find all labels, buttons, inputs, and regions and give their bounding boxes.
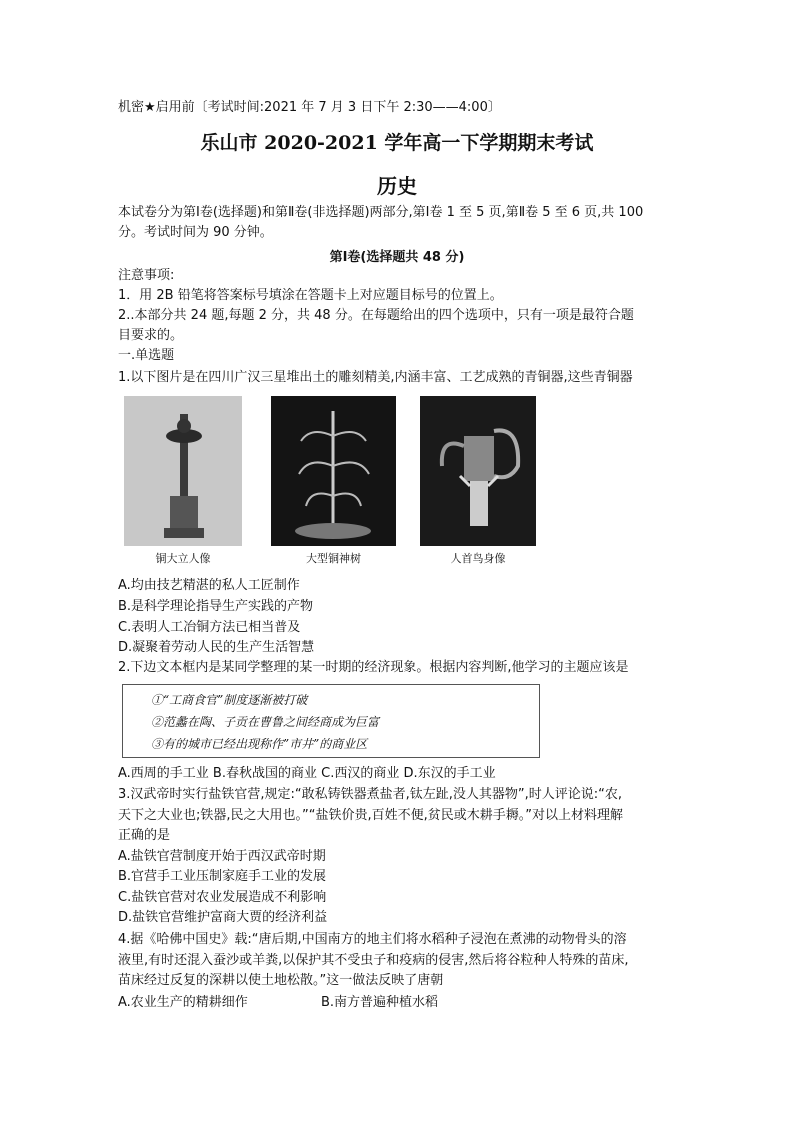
box-item-2: ②范蠡在陶、子贡在曹鲁之间经商成为巨富 xyxy=(151,715,380,729)
q3-stem-2: 天下之大业也;铁器,民之大用也。”“盐铁价贵,百姓不便,贫民或木耕手耨。”对以上材料理解 xyxy=(118,808,623,823)
q3-stem-3: 正确的是 xyxy=(118,828,171,843)
bronze-bird-figure-image xyxy=(420,396,536,546)
note-1: 1．用 2B 铅笔将答案标号填涂在答题卡上对应题目标号的位置上。 xyxy=(118,288,503,303)
q4-option-a: A.农业生产的精耕细作 xyxy=(118,995,248,1010)
q3-option-d: D.盐铁官营维护富商大贾的经济利益 xyxy=(118,910,328,925)
q1-option-a: A.均由技艺精湛的私人工匠制作 xyxy=(118,578,300,593)
q3-option-a: A.盐铁官营制度开始于西汉武帝时期 xyxy=(118,849,326,864)
box-item-1: ①“工商食官”制度逐渐被打破 xyxy=(151,693,308,707)
q4-stem-3: 苗床经过反复的深耕以使土地松散。”这一做法反映了唐朝 xyxy=(118,973,444,988)
subject-title: 历史 xyxy=(377,174,417,198)
box-item-3: ③有的城市已经出现称作”市井”的商业区 xyxy=(151,737,368,751)
q2-text-box xyxy=(122,684,540,758)
intro-line-2: 分。考试时间为 90 分钟。 xyxy=(118,225,273,240)
q3-stem-1: 3.汉武帝时实行盐铁官营,规定:“敢私铸铁器煮盐者,钛左趾,没人其器物”,时人评论说:“农, xyxy=(118,787,623,802)
q3-option-c: C.盐铁官营对农业发展造成不利影响 xyxy=(118,890,327,905)
caption-1: 铜大立人像 xyxy=(155,552,211,565)
caption-3: 人首鸟身像 xyxy=(450,552,506,565)
exam-title: 乐山市 2020-2021 学年高一下学期期末考试 xyxy=(200,132,594,154)
bronze-standing-figure-image xyxy=(124,396,242,546)
q1-option-d: D.凝聚着劳动人民的生产生活智慧 xyxy=(118,640,315,655)
intro-line-1: 本试卷分为第Ⅰ卷(选择题)和第Ⅱ卷(非选择题)两部分,第Ⅰ卷 1 至 5 页,第Ⅱ卷 5 至 6 页,共 100 xyxy=(118,205,644,220)
q4-stem-1: 4.据《哈佛中国史》载:“唐后期,中国南方的地主们将水稻种子浸泡在煮沸的动物骨头的溶 xyxy=(118,932,627,947)
notes-title: 注意事项: xyxy=(118,268,175,283)
q2-stem: 2.下边文本框内是某同学整理的某一时期的经济现象。根据内容判断,他学习的主题应该是 xyxy=(118,660,629,675)
q1-stem: 1.以下图片是在四川广汉三星堆出土的雕刻精美,内涵丰富、工艺成熟的青铜器,这些青铜器 xyxy=(118,370,633,385)
part-title: 一.单选题 xyxy=(118,348,175,363)
note-2: 2..本部分共 24 题,每题 2 分，共 48 分。在每题给出的四个选项中，只有一项是最符合题 xyxy=(118,308,634,323)
q4-stem-2: 液里,有时还混入蚕沙或羊粪,以保护其不受虫子和疫病的侵害,然后将谷粒种人特殊的苗床, xyxy=(118,953,629,968)
q2-options: A.西周的手工业 B.春秋战国的商业 C.西汉的商业 D.东汉的手工业 xyxy=(118,766,496,781)
section-heading: 第Ⅰ卷(选择题共 48 分) xyxy=(329,250,465,265)
q3-option-b: B.官营手工业压制家庭手工业的发展 xyxy=(118,869,327,884)
q1-option-c: C.表明人工冶铜方法已相当普及 xyxy=(118,620,301,635)
q4-option-b: B.南方普遍种植水稻 xyxy=(321,995,439,1010)
secret-header: 机密★启用前〔考试时间:2021 年 7 月 3 日下午 2:30——4:00〕 xyxy=(118,100,501,115)
bronze-tree-image xyxy=(271,396,396,546)
q1-option-b: B.是科学理论指导生产实践的产物 xyxy=(118,599,314,614)
note-2-cont: 目要求的。 xyxy=(118,328,184,343)
caption-2: 大型铜神树 xyxy=(306,552,361,565)
